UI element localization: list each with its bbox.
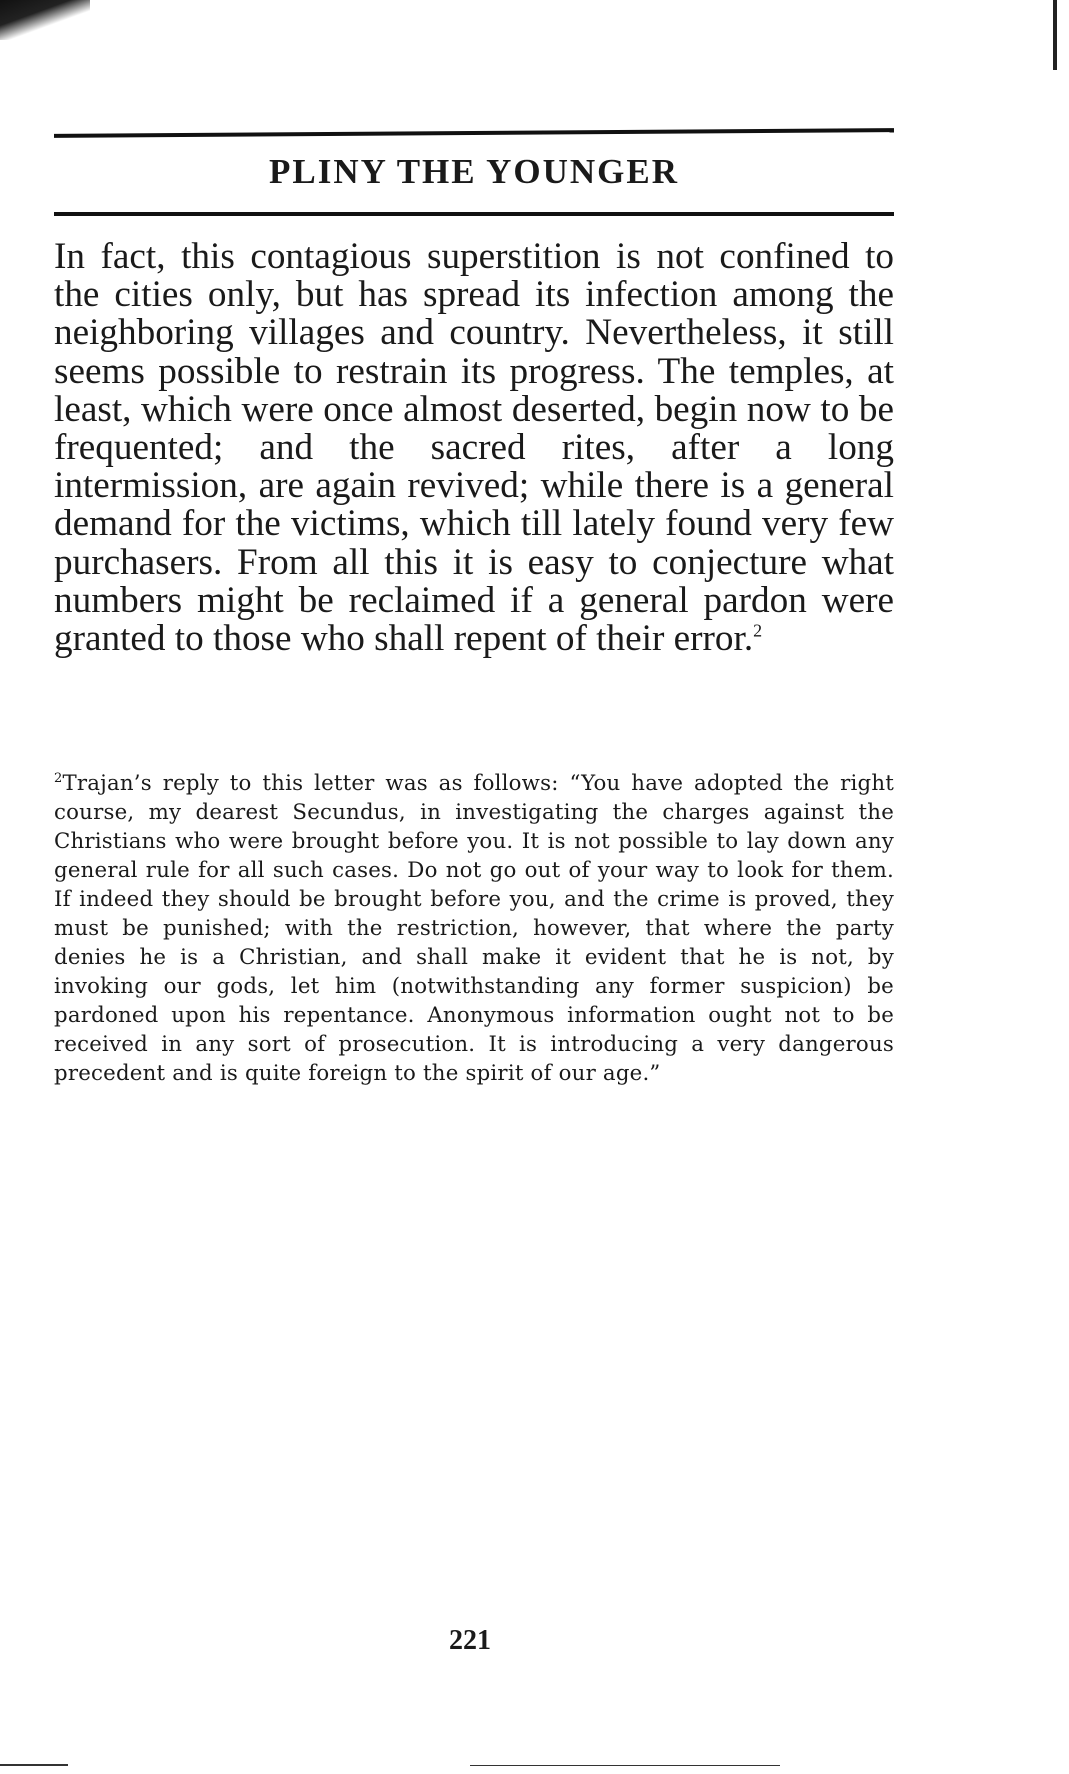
footnote-text: Trajan’s reply to this letter was as follows: “You have adopted the right course, my dearest Secundus, in investigating the charges against the Christians who were brought before you. It is not possible to lay down any general rule for all such cases. Do not go out of your way to look for them. If indeed they should be brought before you, and the crime is proved, they must be punished; with the restriction, however, that where the party denies he is a Christian, and shall make it evident that he is not, by invoking our gods, let him (notwithstanding any former suspicion) be pardoned upon his repentance. Anonymous information ought not to be received in any sort of prosecution. It is introducing a very dangerous precedent and is quite foreign to the spirit of our age.” bbox=[54, 771, 894, 1086]
body-paragraph bbox=[54, 238, 894, 658]
scan-edge-line-right bbox=[470, 1765, 780, 1766]
header-rule-bottom bbox=[54, 212, 894, 216]
footnote bbox=[54, 770, 894, 1088]
running-head: PLINY THE YOUNGER bbox=[269, 152, 679, 191]
scan-corner-mark-left bbox=[0, 0, 90, 40]
scan-corner-mark-right bbox=[1053, 0, 1057, 70]
body-text: In fact, this contagious superstition is not confined to the cities only, but has spread its infection among the neighboring villages and country. Nevertheless, it still seems possible to restrain its progress. The temples, at least, which were once almost deserted, begin now to be frequented; and the sacred rites, after a long intermission, are again revived; while there is a general demand for the victims, which till lately found very few purchasers. From all this it is easy to conjecture what numbers might be reclaimed if a general pardon were granted to those who shall repent of their error. bbox=[54, 236, 894, 660]
footnote-marker: 2 bbox=[54, 770, 63, 786]
header-rule-top bbox=[54, 128, 894, 138]
scan-edge-line-left bbox=[0, 1764, 68, 1766]
page-number: 221 bbox=[449, 1625, 491, 1656]
footnote-reference: 2 bbox=[753, 620, 763, 641]
